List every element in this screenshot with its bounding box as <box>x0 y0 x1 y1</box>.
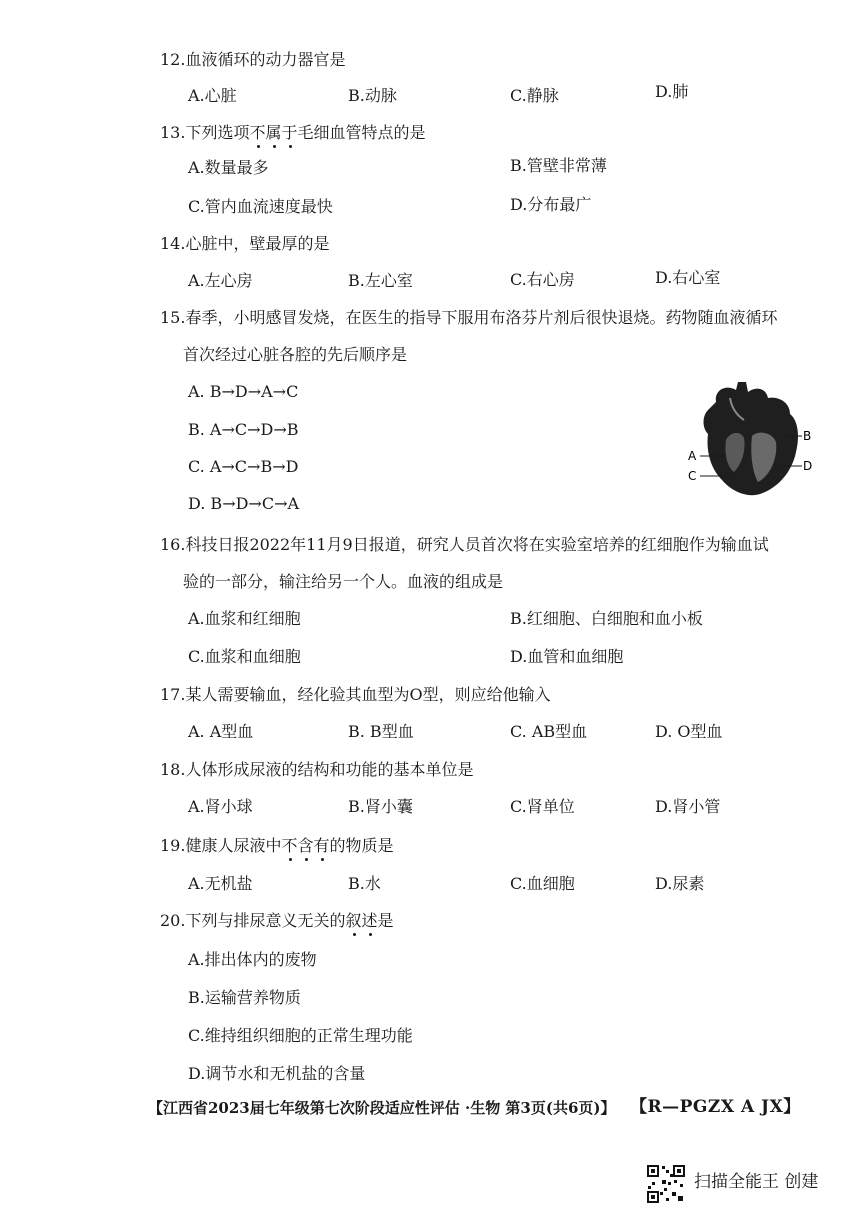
footer-code: 【R—PGZX A JX】 <box>630 1097 801 1117</box>
q19-option-c: C.血细胞 <box>510 874 575 893</box>
q19-option-a: A.无机盐 <box>188 874 253 893</box>
heart-diagram <box>686 380 812 506</box>
q15-option-d: D. B→D→C→A <box>188 494 300 513</box>
q14-option-b: B.左心室 <box>348 271 413 290</box>
emphasis-text: 无关 <box>297 911 330 930</box>
q13-option-d: D.分布最广 <box>510 195 592 214</box>
page-footer: 【江西省2023届七年级第七次阶段适应性评估 ·生物 第3页(共6页)】 <box>148 1099 616 1117</box>
qr-code-icon <box>646 1164 686 1204</box>
q18-option-d: D.肾小管 <box>655 797 721 816</box>
q16-option-b: B.红细胞、白细胞和血小板 <box>510 609 703 628</box>
question-20-stem: 20.下列与排尿意义无关的叙述是 <box>160 911 394 930</box>
label-a: A <box>688 449 697 463</box>
question-16-stem-line1: 16.科技日报2022年11月9日报道，研究人员首次将在实验室培养的红细胞作为输血试 <box>160 535 769 554</box>
emphasis-dot <box>289 145 292 148</box>
question-18-stem: 18.人体形成尿液的结构和功能的基本单位是 <box>160 760 474 779</box>
q17-option-c: C. AB型血 <box>510 722 588 741</box>
q17-option-b: B. B型血 <box>348 722 414 741</box>
q12-option-a: A.心脏 <box>188 86 237 105</box>
q17-option-a: A. A型血 <box>188 722 254 741</box>
emphasis-dot <box>289 858 292 861</box>
q18-option-b: B.肾小囊 <box>348 797 413 816</box>
q15-option-b: B. A→C→D→B <box>188 420 299 439</box>
q20-option-d: D.调节水和无机盐的含量 <box>188 1064 366 1083</box>
question-12-stem: 12.血液循环的动力器官是 <box>160 50 346 69</box>
q20-option-c: C.维持组织细胞的正常生理功能 <box>188 1026 413 1045</box>
q14-option-d: D.右心室 <box>655 268 721 287</box>
q19-option-d: D.尿素 <box>655 874 705 893</box>
emphasis-dot <box>353 933 356 936</box>
q16-option-d: D.血管和血细胞 <box>510 647 624 666</box>
q16-option-a: A.血浆和红细胞 <box>188 609 301 628</box>
emphasis-dot <box>257 145 260 148</box>
emphasis-dot <box>305 858 308 861</box>
scanner-watermark: 扫描全能王 创建 <box>694 1172 819 1192</box>
q14-option-c: C.右心房 <box>510 270 575 289</box>
q19-option-b: B.水 <box>348 874 381 893</box>
question-14-stem: 14.心脏中，壁最厚的是 <box>160 234 330 253</box>
emphasis-text: 不属于 <box>249 123 298 142</box>
q16-option-c: C.血浆和血细胞 <box>188 647 301 666</box>
label-b: B <box>803 429 812 443</box>
question-15-stem-line1: 15.春季，小明感冒发烧，在医生的指导下服用布洛芬片剂后很快退烧。药物随血液循环 <box>160 308 778 327</box>
question-17-stem: 17.某人需要输血，经化验其血型为O型，则应给他输入 <box>160 685 551 704</box>
q20-option-b: B.运输营养物质 <box>188 988 301 1007</box>
q20-option-a: A.排出体内的废物 <box>188 950 317 969</box>
emphasis-dot <box>273 145 276 148</box>
emphasis-text: 不含有 <box>281 836 330 855</box>
q14-option-a: A.左心房 <box>188 271 253 290</box>
q18-option-c: C.肾单位 <box>510 797 575 816</box>
q12-option-d: D.肺 <box>655 82 689 101</box>
q15-option-c: C. A→C→B→D <box>188 457 299 476</box>
question-15-stem-line2: 首次经过心脏各腔的先后顺序是 <box>183 345 408 364</box>
q15-option-a: A. B→D→A→C <box>188 382 299 401</box>
question-13-stem: 13.下列选项不属于毛细血管特点的是 <box>160 123 426 142</box>
question-16-stem-line2: 验的一部分，输注给另一个人。血液的组成是 <box>183 572 504 591</box>
q13-option-a: A.数量最多 <box>188 158 269 177</box>
question-19-stem: 19.健康人尿液中不含有的物质是 <box>160 836 394 855</box>
label-c: C <box>688 469 697 483</box>
q13-option-b: B.管壁非常薄 <box>510 156 607 175</box>
heart-silhouette <box>704 382 799 495</box>
emphasis-dot <box>369 933 372 936</box>
q12-option-c: C.静脉 <box>510 86 559 105</box>
q18-option-a: A.肾小球 <box>188 797 253 816</box>
q17-option-d: D. O型血 <box>655 722 723 741</box>
q13-option-c: C.管内血流速度最快 <box>188 197 333 216</box>
label-d: D <box>803 459 812 473</box>
emphasis-dot <box>321 858 324 861</box>
q12-option-b: B.动脉 <box>348 86 397 105</box>
